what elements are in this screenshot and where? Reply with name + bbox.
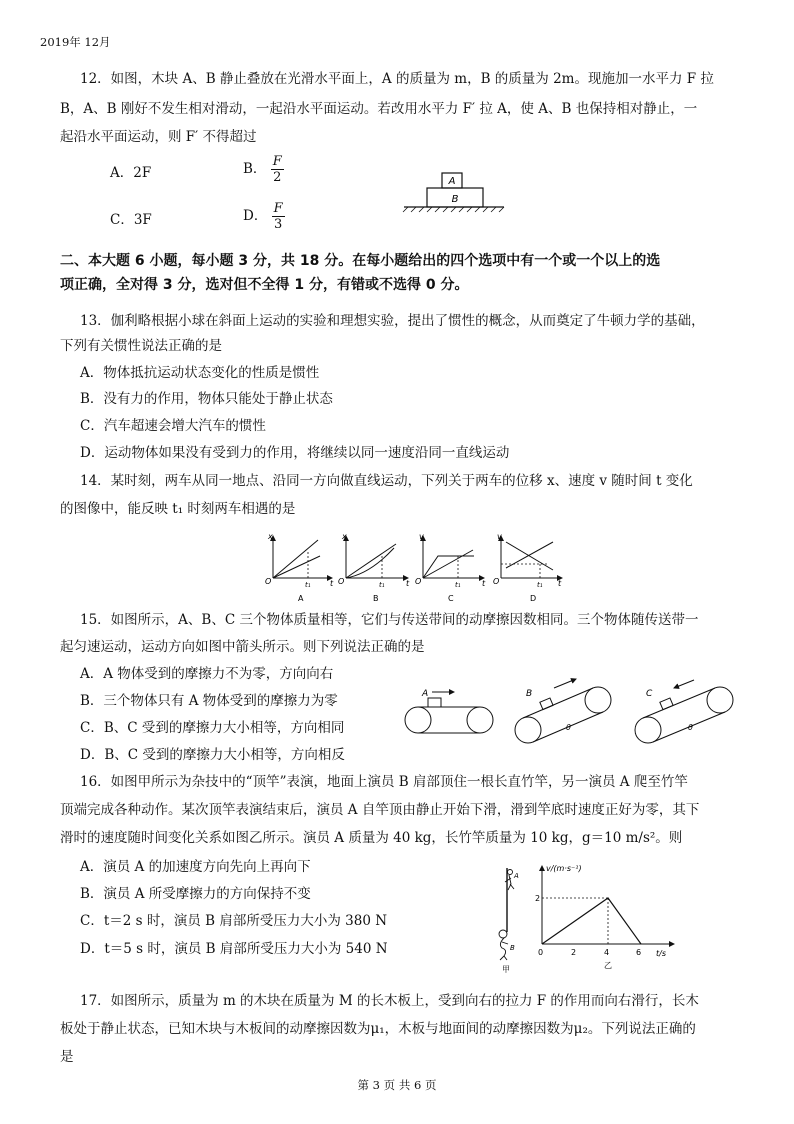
- q15-theta-b: θ: [566, 723, 571, 732]
- q16-label-a: A: [514, 872, 519, 880]
- q12-line1: 12．如图，木块 A、B 静止叠放在光滑水平面上，A 的质量为 m，B 的质量为 2m。现施加一水平力 F 拉: [80, 71, 714, 87]
- q16-y-tick-2: 2: [535, 894, 541, 903]
- q16-line3: 滑时的速度随时间变化关系如图乙所示。演员 A 质量为 40 kg，长竹竿质量为 10 kg，g＝10 m/s²。则: [60, 830, 683, 846]
- q14-graph-c: [415, 532, 486, 603]
- q16-figure-jia: [488, 862, 528, 974]
- q15-option-c: C．B、C 受到的摩擦力大小相等，方向相同: [80, 720, 345, 736]
- q16-velocity-line: [542, 898, 641, 944]
- q16-option-c: C．t＝2 s 时，演员 B 肩部所受压力大小为 380 N: [80, 913, 388, 929]
- q13-line2: 下列有关惯性说法正确的是: [60, 338, 222, 354]
- q15-option-b: B．三个物体只有 A 物体受到的摩擦力为零: [80, 693, 338, 709]
- q15-option-a: A．A 物体受到的摩擦力不为零，方向向右: [80, 666, 334, 682]
- q14-c-tick: t₁: [455, 581, 461, 589]
- q15-label-a: A: [422, 689, 429, 699]
- q12-option-b-fraction: [271, 154, 284, 185]
- q16-graph-ylabel: v/(m·s⁻¹): [546, 864, 582, 873]
- q16-x-tick-2: 2: [571, 948, 577, 957]
- q12-line3: 起沿水平面运动，则 F′ 不得超过: [60, 129, 257, 145]
- q14-a-origin: O: [265, 577, 272, 586]
- q15-line2: 起匀速运动，运动方向如图中箭头所示。则下列说法正确的是: [60, 639, 425, 655]
- q14-c-origin: O: [415, 577, 422, 586]
- q16-caption-yi: 乙: [604, 961, 612, 970]
- q13-option-a: A．物体抵抗运动状态变化的性质是惯性: [80, 365, 320, 381]
- q14-d-origin: O: [493, 577, 500, 586]
- q13-line1: 13．伽利略根据小球在斜面上运动的实验和理想实验，提出了惯性的概念，从而奠定了牛顿力学的基础，: [80, 313, 705, 329]
- q12-option-d-fraction: [272, 201, 285, 232]
- q15-label-b: B: [526, 689, 533, 699]
- q14-b-origin: O: [338, 577, 345, 586]
- q16-caption-jia: 甲: [502, 965, 510, 974]
- q14-b-ylabel: x: [342, 532, 347, 541]
- q16-label-b: B: [510, 944, 515, 952]
- q14-a-caption: A: [298, 594, 304, 603]
- q15-theta-c: θ: [688, 723, 693, 732]
- q12-option-d-label: D．: [243, 208, 268, 224]
- block-b-label: B: [451, 194, 459, 205]
- q14-a-xlabel: t: [330, 579, 334, 588]
- q12-option-a: A．2F: [110, 165, 152, 181]
- q13-option-d: D．运动物体如果没有受到力的作用，将继续以同一速度沿同一直线运动: [80, 445, 510, 461]
- footer-page-number: 第 3 页 共 6 页: [357, 1078, 437, 1092]
- block-a-label: A: [448, 176, 456, 187]
- q16-line1: 16．如图甲所示为杂技中的“顶竿”表演，地面上演员 B 肩部顶住一根长直竹竿，另一演员 A 爬至竹竿: [80, 774, 688, 790]
- q15-label-c: C: [646, 689, 653, 699]
- q15-line1: 15．如图所示，A、B、C 三个物体质量相等，它们与传送带间的动摩擦因数相同。三个物体随传送带一: [80, 612, 699, 628]
- q16-x-tick-6: 6: [636, 948, 642, 957]
- q12-option-d-num: F: [273, 201, 283, 216]
- q12-option-c: C．3F: [110, 212, 152, 228]
- q14-graph-b: [338, 532, 410, 603]
- q14-a-tick: t₁: [305, 581, 311, 589]
- q14-c-caption: C: [448, 594, 454, 603]
- q12-line2: B，A、B 刚好不发生相对滑动，一起沿水平面运动。若改用水平力 F′ 拉 A，使 A、B 也保持相对静止，一: [60, 101, 698, 117]
- q17-line3: 是: [60, 1049, 74, 1065]
- q16-line2: 顶端完成各种动作。某次顶竿表演结束后，演员 A 自竿顶由静止开始下滑，滑到竿底时速度正好为零，其下: [60, 802, 700, 818]
- q16-option-d: D．t＝5 s 时，演员 B 肩部所受压力大小为 540 N: [80, 941, 388, 957]
- q12-option-b-label: B．: [243, 161, 267, 177]
- q13-option-b: B．没有力的作用，物体只能处于静止状态: [80, 391, 333, 407]
- q15-belt-incline-b: [515, 679, 611, 743]
- q14-c-xlabel: t: [482, 579, 486, 588]
- q17-line1: 17．如图所示，质量为 m 的木块在质量为 M 的长木板上，受到向右的拉力 F 的作用而向右滑行，长木: [80, 993, 699, 1009]
- q14-line1: 14．某时刻，两车从同一地点、沿同一方向做直线运动，下列关于两车的位移 x、速度 v 随时间 t 变化: [80, 473, 693, 489]
- q14-graph-d: [493, 532, 562, 603]
- q14-d-ylabel: v: [497, 532, 502, 541]
- q14-a-ylabel: x: [268, 532, 273, 541]
- q17-line2: 板处于静止状态，已知木块与木板间的动摩擦因数为μ₁，木板与地面间的动摩擦因数为μ₂。下列说法正确的: [60, 1021, 696, 1037]
- q14-d-xlabel: t: [558, 579, 562, 588]
- q15-conveyor-figure: [398, 678, 746, 758]
- q14-c-ylabel: v: [419, 532, 424, 541]
- q13-option-c: C．汽车超速会增大汽车的惯性: [80, 418, 266, 434]
- q16-plot: [542, 898, 641, 944]
- q12-blocks-figure: [400, 168, 510, 216]
- section2-line2: 项正确，全对得 3 分，选对但不全得 1 分，有错或不选得 0 分。: [60, 277, 469, 293]
- q16-option-a: A．演员 A 的加速度方向先向上再向下: [80, 859, 311, 875]
- acrobat-b-icon: [499, 930, 508, 960]
- q12-option-d-den: 3: [274, 217, 283, 232]
- q16-option-b: B．演员 A 所受摩擦力的方向保持不变: [80, 886, 311, 902]
- q16-x-tick-0: 0: [538, 948, 544, 957]
- section2-line1: 二、本大题 6 小题，每小题 3 分，共 18 分。在每小题给出的四个选项中有一个或一个以上的选: [60, 253, 661, 269]
- q14-b-caption: B: [373, 594, 379, 603]
- q14-b-xlabel: t: [406, 579, 410, 588]
- q14-d-caption: D: [530, 594, 537, 603]
- q14-d-tick: t₁: [537, 581, 543, 589]
- q12-option-b-num: F: [272, 154, 282, 169]
- q12-option-d: [243, 201, 285, 232]
- q15-belt-incline-c: [635, 680, 733, 743]
- q14-graph-a: [265, 532, 334, 603]
- q16-x-tick-4: 4: [604, 948, 610, 957]
- q12-option-b: [243, 154, 284, 185]
- q15-option-d: D．B、C 受到的摩擦力大小相等，方向相反: [80, 747, 345, 763]
- q12-option-b-den: 2: [273, 170, 282, 185]
- q16-graph-xlabel: t/s: [656, 949, 666, 958]
- q15-belt-horizontal: [405, 689, 493, 733]
- q16-figure-yi: [528, 860, 678, 972]
- q14-graphs: [258, 526, 568, 606]
- q14-line2: 的图像中，能反映 t₁ 时刻两车相遇的是: [60, 501, 296, 517]
- q14-b-tick: t₁: [379, 581, 385, 589]
- header-date: 2019年 12月: [40, 35, 111, 49]
